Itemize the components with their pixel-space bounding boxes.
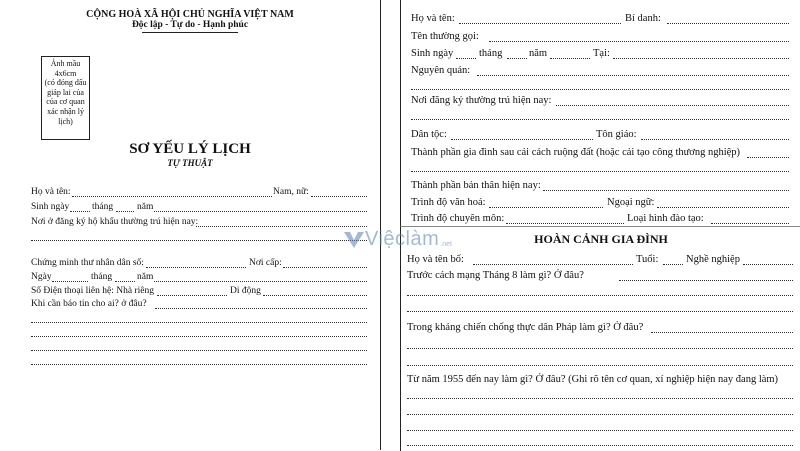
- label-birth-place: Tại:: [593, 48, 610, 59]
- family-background-page: [400, 226, 800, 451]
- field-gender[interactable]: [311, 196, 367, 197]
- question-since-1955: Từ năm 1955 đến nay làm gì? Ở đâu? (Ghi rõ tên cơ quan, xí nghiệp hiện nay đang làm): [407, 374, 779, 385]
- label-ethnicity: Dân tộc:: [411, 129, 447, 140]
- field-full-name[interactable]: [72, 196, 272, 197]
- question-french-resistance: Trong kháng chiến chống thực dân Pháp làm gì? Ở đâu?: [407, 322, 644, 333]
- field-contact-line[interactable]: [31, 364, 367, 365]
- watermark-suffix: .net: [440, 240, 452, 248]
- label-father-name: Họ và tên bố:: [407, 254, 464, 265]
- field-training-type[interactable]: [711, 223, 789, 224]
- field-address-line-2[interactable]: [31, 240, 367, 241]
- field-contact-line[interactable]: [31, 336, 367, 337]
- field-registered-address[interactable]: [196, 226, 367, 227]
- label-birth-year: năm: [529, 48, 548, 59]
- label-training-type: Loại hình đào tạo:: [627, 213, 704, 224]
- answer-line[interactable]: [407, 414, 793, 415]
- answer-line[interactable]: [407, 365, 793, 366]
- vieclam-logo-icon: [343, 228, 365, 250]
- label-hometown: Nguyên quán:: [411, 65, 471, 76]
- label-education-level: Trình độ văn hoá:: [411, 197, 486, 208]
- field-emergency-contact[interactable]: [155, 308, 367, 309]
- field-birth-month[interactable]: [116, 211, 134, 212]
- field-father-age[interactable]: [663, 264, 683, 265]
- field-id-number[interactable]: [146, 267, 246, 268]
- field-permanent-address[interactable]: [556, 105, 789, 106]
- vieclam-watermark: [343, 224, 483, 254]
- field-issue-year[interactable]: [154, 281, 367, 282]
- label-permanent-address: Nơi đăng ký thường trú hiện nay:: [411, 95, 552, 106]
- field-hometown[interactable]: [477, 75, 789, 76]
- field-before-revolution[interactable]: [619, 280, 793, 281]
- field-mobile-phone[interactable]: [263, 295, 367, 296]
- label-professional-level: Trình độ chuyên môn:: [411, 213, 505, 224]
- label-religion: Tôn giáo:: [596, 129, 637, 140]
- label-full-name: Họ và tên:: [31, 187, 71, 197]
- motto-underline: [142, 32, 238, 33]
- field-french-resistance[interactable]: [651, 332, 793, 333]
- field-common-name[interactable]: [489, 41, 789, 42]
- label-common-name: Tên thường gọi:: [411, 31, 479, 42]
- answer-line[interactable]: [407, 445, 793, 446]
- label-home-phone: Số Điện thoại liên hệ: Nhà riêng: [31, 286, 154, 296]
- field-education-level[interactable]: [489, 207, 603, 208]
- field-issue-month[interactable]: [115, 281, 135, 282]
- label-issue-month: tháng: [91, 272, 113, 282]
- label-birth-year: năm: [137, 202, 154, 212]
- answer-line[interactable]: [407, 295, 793, 296]
- label-father-occupation: Nghề nghiệp: [686, 254, 740, 265]
- label-issue-place: Nơi cấp:: [249, 258, 282, 268]
- field-address-line-2[interactable]: [411, 119, 789, 120]
- field-issue-place[interactable]: [283, 267, 367, 268]
- field-ethnicity[interactable]: [451, 139, 593, 140]
- personal-details-page: [400, 0, 800, 226]
- section-title: HOÀN CẢNH GIA ĐÌNH: [534, 232, 668, 246]
- photo-box-line: (có đóng dấu: [44, 78, 87, 88]
- photo-box-line: xác nhận lý: [47, 106, 84, 116]
- label-issue-year: năm: [137, 272, 154, 282]
- field-contact-line[interactable]: [31, 322, 367, 323]
- photo-placeholder-box: [41, 56, 90, 140]
- field-family-class[interactable]: [747, 157, 789, 158]
- answer-line[interactable]: [407, 348, 793, 349]
- label-personal-class: Thành phần bản thân hiện nay:: [411, 180, 541, 191]
- label-gender: Nam, nữ:: [273, 187, 309, 197]
- field-birth-day[interactable]: [456, 58, 476, 59]
- field-birth-month[interactable]: [507, 58, 527, 59]
- document-title: SƠ YẾU LÝ LỊCH: [129, 141, 251, 157]
- label-birth-month: tháng: [92, 202, 114, 212]
- label-full-name: Họ và tên:: [411, 13, 455, 24]
- answer-line[interactable]: [407, 430, 793, 431]
- watermark-brand: Việclàm: [365, 227, 440, 250]
- field-full-name[interactable]: [459, 23, 621, 24]
- field-father-name[interactable]: [473, 264, 633, 265]
- label-id-number: Chứng minh thư nhân dân số:: [31, 258, 144, 268]
- photo-box-line: 4x6cm: [54, 68, 77, 78]
- answer-line[interactable]: [407, 311, 793, 312]
- field-birth-place[interactable]: [613, 58, 789, 59]
- field-professional-level[interactable]: [506, 223, 624, 224]
- label-father-age: Tuổi:: [636, 254, 659, 265]
- photo-box-line: giáp lai của: [47, 87, 84, 97]
- label-birth-day: Sinh ngày: [411, 48, 454, 59]
- label-foreign-language: Ngoại ngữ:: [607, 197, 655, 208]
- photo-box-line: Ảnh mầu: [50, 59, 81, 68]
- label-registered-address: Nơi ở đăng ký hộ khẩu thường trú hiện nay:: [31, 217, 199, 227]
- photo-box-line: của cơ quan: [46, 97, 85, 107]
- field-foreign-language[interactable]: [657, 207, 789, 208]
- field-home-phone[interactable]: [157, 295, 227, 296]
- document-subtitle: TỰ THUẬT: [167, 158, 213, 168]
- label-birth-day: Sinh ngày: [31, 202, 70, 212]
- field-birth-year[interactable]: [154, 211, 367, 212]
- field-issue-day[interactable]: [52, 281, 88, 282]
- field-birth-year[interactable]: [550, 58, 590, 59]
- left-form-page: [0, 0, 381, 450]
- field-religion[interactable]: [641, 139, 789, 140]
- field-contact-line[interactable]: [31, 350, 367, 351]
- label-emergency-contact: Khi cần báo tin cho ai? ở đâu?: [31, 299, 147, 309]
- label-family-class: Thành phần gia đình sau cải cách ruộng đất (hoặc cải tạo công thương nghiệp): [411, 147, 741, 158]
- label-alias: Bí danh:: [625, 13, 661, 24]
- national-header: CỘNG HOÀ XÃ HỘI CHỦ NGHĨA VIỆT NAM: [86, 9, 294, 20]
- label-birth-month: tháng: [479, 48, 503, 59]
- field-alias[interactable]: [667, 23, 789, 24]
- field-birth-day[interactable]: [70, 211, 90, 212]
- field-hometown-line-2[interactable]: [411, 89, 789, 90]
- field-family-class-line-2[interactable]: [411, 171, 789, 172]
- label-mobile-phone: Di động: [230, 286, 261, 296]
- question-before-revolution: Trước cách mạng Tháng 8 làm gì? Ở đâu?: [407, 270, 584, 281]
- national-motto: Độc lập - Tự do - Hạnh phúc: [131, 20, 249, 30]
- field-father-occupation[interactable]: [743, 264, 793, 265]
- answer-line[interactable]: [407, 398, 793, 399]
- photo-box-line: lịch): [58, 116, 73, 126]
- label-issue-day: Ngày: [31, 272, 52, 282]
- field-personal-class[interactable]: [543, 190, 789, 191]
